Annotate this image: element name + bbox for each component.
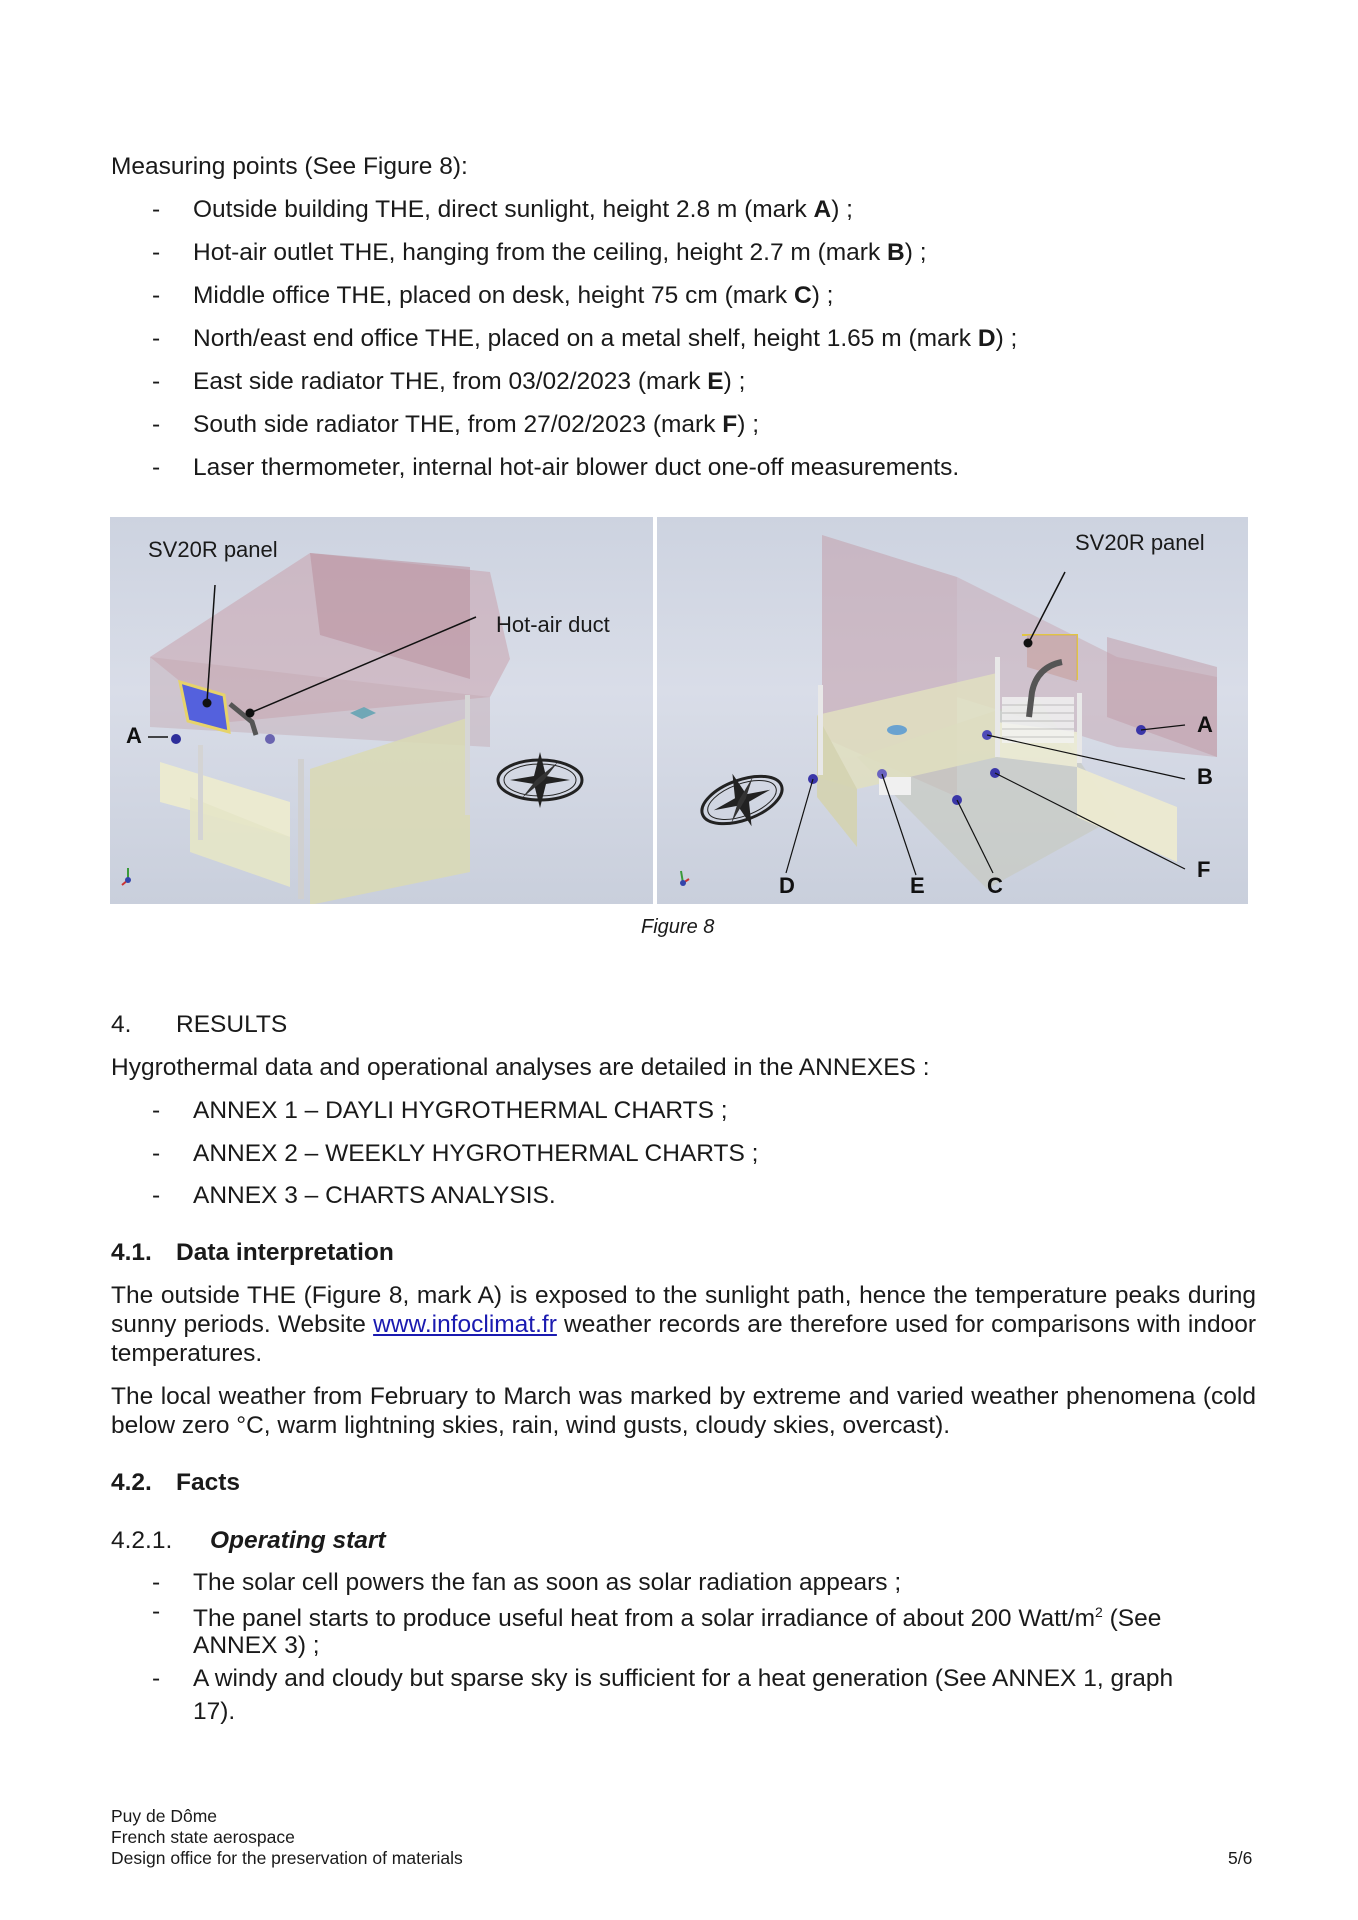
item-text: Hot-air outlet THE, hanging from the ceiling, height 2.7 m (mark (193, 239, 888, 266)
list-item-text: Laser thermometer, internal hot-air blower duct one-off measurements. (193, 454, 960, 481)
post (465, 695, 470, 815)
subsubsection-number: 4.2.1. (111, 1527, 173, 1554)
footer-line-3: Design office for the preservation of materials (111, 1848, 463, 1868)
bullet-dash: - (152, 1097, 161, 1124)
mark-a-label-left: A (126, 723, 142, 748)
mark-letter: D (977, 325, 996, 352)
annex-item: ANNEX 3 – CHARTS ANALYSIS. (193, 1182, 556, 1209)
axis-triad-icon (122, 868, 131, 885)
section-number: 4. (111, 1011, 132, 1038)
list-item-text (193, 238, 927, 268)
footer-line-1: Puy de Dôme (111, 1806, 218, 1826)
item-suffix: ) ; (737, 411, 760, 438)
figure-caption: Figure 8 (641, 916, 715, 938)
fact-item-continuation: 17). (193, 1698, 236, 1725)
building-render-left (110, 517, 653, 904)
fact-item-continuation: ANNEX 3) ; (193, 1632, 320, 1659)
section-title-results: RESULTS (176, 1011, 288, 1038)
bullet-dash: - (152, 239, 161, 266)
item-suffix: ) ; (904, 239, 927, 266)
cream-wall-right (310, 717, 470, 904)
paragraph-text: The outside THE (Figure 8, mark A) is exposed to the sunlight path, hence the temperature peaks during sunny periods. Website (111, 1282, 1256, 1338)
bullet-dash: - (152, 1569, 161, 1596)
subsection-number: 4.2. (111, 1469, 152, 1496)
post (818, 685, 823, 775)
compass-rose-icon (693, 759, 791, 840)
cream-low-wall (1077, 767, 1177, 862)
results-intro: Hygrothermal data and operational analyses are detailed in the ANNEXES : (111, 1054, 930, 1081)
annex-item: ANNEX 2 – WEEKLY HYGROTHERMAL CHARTS ; (193, 1140, 759, 1167)
bullet-dash: - (152, 1598, 161, 1625)
fact-text: (See (1102, 1605, 1162, 1633)
bullet-dash: - (152, 325, 161, 352)
mark-letter: C (794, 282, 812, 309)
sensor-dot (265, 734, 275, 744)
item-text: Outside building THE, direct sunlight, height 2.8 m (mark (193, 196, 814, 223)
list-item-text (193, 367, 745, 397)
subsubsection-title-operating-start: Operating start (210, 1527, 386, 1554)
figure-panel-right (657, 517, 1248, 904)
sensor-dot-a (171, 734, 181, 744)
duct-leader-dot (246, 709, 255, 718)
building-render-right (657, 517, 1248, 904)
axis-triad-icon (680, 871, 689, 886)
item-text: South side radiator THE, from 27/02/2023 (mark (193, 411, 723, 438)
bullet-dash: - (152, 1665, 161, 1692)
interpretation-paragraph-1 (111, 1281, 1256, 1368)
item-text: Middle office THE, placed on desk, height 75 cm (mark (193, 282, 794, 309)
mark-a-label: A (1197, 712, 1213, 737)
panel-leader-dot (203, 699, 212, 708)
mark-letter: B (887, 239, 905, 266)
bullet-dash: - (152, 454, 161, 481)
bullet-dash: - (152, 282, 161, 309)
ceiling-light (887, 725, 907, 735)
item-suffix: ) ; (831, 196, 853, 223)
panel-leader-dot (1024, 639, 1033, 648)
mark-e-label: E (910, 873, 925, 898)
subsection-title-data-interpretation: Data interpretation (176, 1239, 394, 1266)
infoclimat-link[interactable]: www.infoclimat.fr (373, 1311, 557, 1338)
list-item-text (193, 195, 853, 225)
mark-d-label: D (779, 873, 795, 898)
sv20r-panel-label-right: SV20R panel (1075, 530, 1205, 555)
item-text: North/east end office THE, placed on a metal shelf, height 1.65 m (mark (193, 325, 978, 352)
fact-item: The solar cell powers the fan as soon as solar radiation appears ; (193, 1569, 902, 1596)
hot-air-duct-label: Hot-air duct (496, 612, 610, 637)
superscript: 2 (1095, 1604, 1103, 1620)
item-text: East side radiator THE, from 03/02/2023 (mark (193, 368, 708, 395)
item-suffix: ) ; (811, 282, 834, 309)
paragraph-text: weather records are therefore used for comparisons with indoor temperatures. (111, 1311, 1256, 1367)
mark-letter: F (722, 411, 738, 438)
compass-rose-icon (498, 752, 582, 808)
item-suffix: ) ; (995, 325, 1018, 352)
bullet-dash: - (152, 196, 161, 223)
annex-item: ANNEX 1 – DAYLI HYGROTHERMAL CHARTS ; (193, 1097, 728, 1124)
post (198, 745, 203, 840)
page-number: 5/6 (1228, 1848, 1253, 1868)
window-blinds (1002, 697, 1074, 743)
figure-8 (110, 517, 1248, 904)
subsection-title-facts: Facts (176, 1469, 241, 1496)
mark-letter: E (707, 368, 724, 395)
fact-item: A windy and cloudy but sparse sky is sufficient for a heat generation (See ANNEX 1, graph (193, 1665, 1174, 1692)
fact-text: The panel starts to produce useful heat from a solar irradiance of about 200 Watt/m (193, 1605, 1095, 1633)
subsection-number: 4.1. (111, 1239, 152, 1266)
bullet-dash: - (152, 368, 161, 395)
mark-letter: A (813, 196, 832, 223)
fact-item (193, 1597, 1161, 1634)
bullet-dash: - (152, 411, 161, 438)
bullet-dash: - (152, 1182, 161, 1209)
measuring-intro: Measuring points (See Figure 8): (111, 153, 468, 180)
list-item-text (193, 324, 1017, 354)
list-item-text (193, 410, 759, 440)
footer-line-2: French state aerospace (111, 1827, 295, 1847)
interpretation-paragraph-2: The local weather from February to March was marked by extreme and varied weather phenomena (cold below zero °C, warm lightning skies, rain, wind gusts, cloudy skies, overcast). (111, 1383, 1256, 1439)
bullet-dash: - (152, 1140, 161, 1167)
mark-c-label: C (987, 873, 1003, 898)
sv20r-panel-label-left: SV20R panel (148, 537, 278, 562)
list-item-text (193, 281, 833, 311)
post (1077, 693, 1082, 763)
post (995, 657, 1000, 757)
post (298, 759, 304, 899)
mark-b-label: B (1197, 764, 1213, 789)
mark-f-label: F (1197, 857, 1211, 882)
item-suffix: ) ; (723, 368, 746, 395)
figure-panel-left (110, 517, 653, 904)
